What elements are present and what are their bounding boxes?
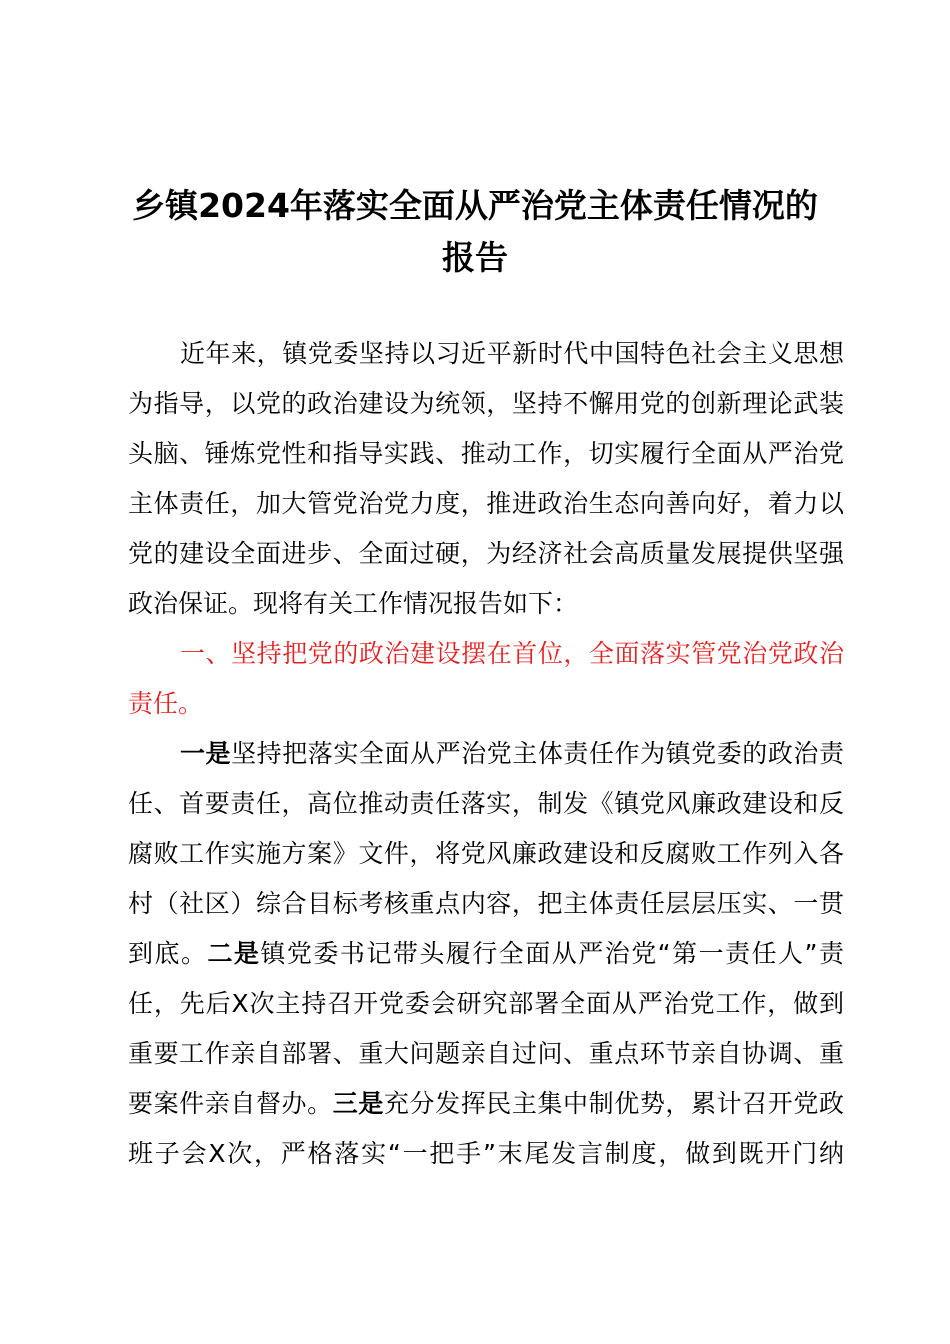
body-line-8-text: 充分发挥民主集中制优势，累计召开党政 [383, 1089, 844, 1118]
document-title [110, 180, 840, 284]
body-line-1 [180, 734, 844, 774]
section-heading-line-2: 责任。 [128, 689, 204, 718]
point-marker-1: 一是 [180, 739, 232, 768]
body-line-2: 任、首要责任，高位推动责任落实，制发《镇党风廉政建设和反 [128, 789, 844, 818]
body-line-6: 任，先后X次主持召开党委会研究部署全面从严治党工作，做到 [128, 989, 844, 1018]
title-line-1: 乡镇2024年落实全面从严治党主体责任情况的 [132, 186, 818, 225]
body-line-7: 重要工作亲自部署、重大问题亲自过问、重点环节亲自协调、重 [128, 1039, 844, 1068]
body-line-4: 村（社区）综合目标考核重点内容，把主体责任层层压实、一贯 [128, 889, 844, 918]
intro-line-4: 主体责任，加大管党治党力度，推进政治生态向善向好，着力以 [128, 489, 844, 518]
intro-line-5: 党的建设全面进步、全面过硬，为经济社会高质量发展提供坚强 [128, 539, 844, 568]
point-marker-3: 三是 [332, 1089, 384, 1118]
body-line-5-text: 镇党委书记带头履行全面从严治党“第一责任人”责 [260, 939, 844, 968]
intro-line-6: 政治保证。现将有关工作情况报告如下： [128, 589, 579, 618]
body-line-8 [128, 1084, 844, 1124]
body-line-8-pre: 要案件亲自督办。 [128, 1089, 333, 1118]
point-marker-2: 二是 [207, 939, 261, 968]
intro-line-2: 为指导，以党的政治建设为统领，坚持不懈用党的创新理论武装 [128, 389, 844, 418]
body-line-3: 腐败工作实施方案》文件，将党风廉政建设和反腐败工作列入各 [128, 839, 844, 868]
body-line-1-text: 坚持把落实全面从严治党主体责任作为镇党委的政治责 [231, 739, 844, 768]
section-heading-line-1: 一、坚持把党的政治建设摆在首位，全面落实管党治党政治 [180, 639, 844, 668]
intro-line-3: 头脑、锤炼党性和指导实践、推动工作，切实履行全面从严治党 [128, 439, 844, 468]
body-line-9: 班子会X次，严格落实“一把手”末尾发言制度，做到既开门纳 [128, 1139, 844, 1168]
intro-line-1: 近年来，镇党委坚持以习近平新时代中国特色社会主义思想 [180, 339, 844, 368]
title-line-2: 报告 [442, 238, 508, 277]
body-line-5-pre: 到底。 [128, 939, 208, 968]
body-line-5 [128, 934, 844, 974]
